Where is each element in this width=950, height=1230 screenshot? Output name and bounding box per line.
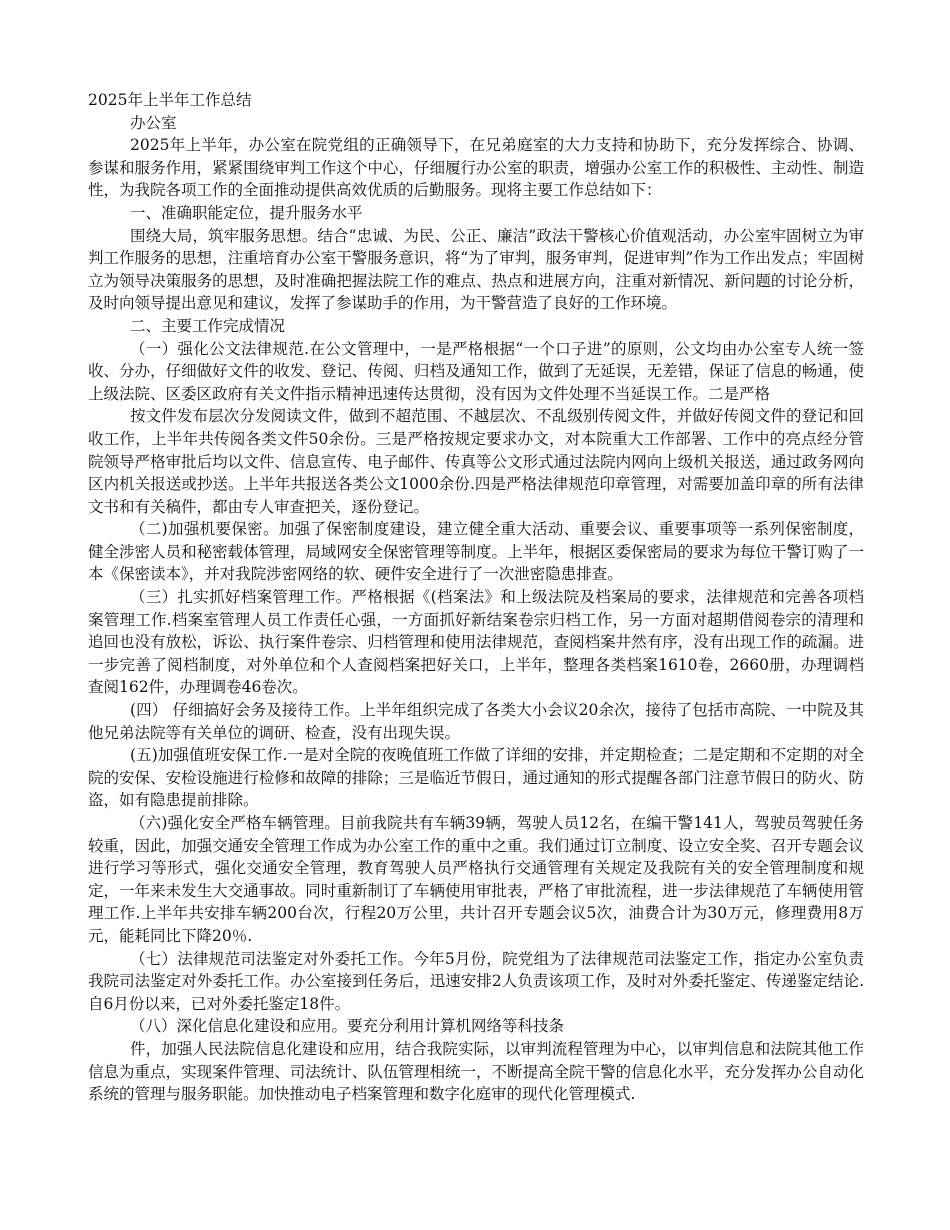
document-title: 2025年上半年工作总结 — [88, 91, 252, 109]
paragraph-item-8: （八）深化信息化建设和应用。要充分利用计算机网络等科技条 — [130, 1017, 565, 1036]
paragraph-intro: 2025年上半年，办公室在院党组的正确领导下，在兄弟庭室的大力支持和协助下，充分发挥综合、协调、参谋和服务作用，紧紧围绕审判工作这个中心，仔细履行办公室的职责，增强办公室工作的积极性、主动性、制造性，为我院各项工作的全面推动提供高效优质的后勤服务。现将主要工作总结如下： — [88, 136, 864, 200]
section-heading-1: 一、准确职能定位，提升服务水平 — [130, 203, 363, 222]
paragraph-item-7: （七）法律规范司法鉴定对外委托工作。今年5月份，院党组为了法律规范司法鉴定工作，指定办公室负责我院司法鉴定对外委托工作。办公室接到任务后，迅速安排2人负责该项工作，及时对外委托鉴定、传递鉴定结论.自6月份以来，已对外委托鉴定18件。 — [88, 949, 864, 1013]
paragraph-item-8-continued: 件，加强人民法院信息化建设和应用，结合我院实际，以审判流程管理为中心，以审判信息和法院其他工作信息为重点，实现案件管理、司法统计、队伍管理相统一，不断提高全院干警的信息化水平，充分发挥办公自动化系统的管理与服务职能。加快推动电子档案管理和数字化庭审的现代化管理模式. — [88, 1039, 864, 1104]
department-name: 办公室 — [130, 113, 177, 132]
paragraph-item-2: （二)加强机要保密。加强了保密制度建设，建立健全重大活动、重要会议、重要事项等一系列保密制度，健全涉密人员和秘密载体管理，局域网安全保密管理等制度。上半年，根据区委保密局的要求为每位干警订购了一本《保密读本》，并对我院涉密网络的软、硬件安全进行了一次泄密隐患排查。 — [88, 520, 864, 584]
paragraph-item-4: (四） 仔细搞好会务及接待工作。上半年组织完成了各类大小会议20余次，接待了包括市高院、一中院及其他兄弟法院等有关单位的调研、检查，没有出现失误。 — [88, 701, 864, 742]
paragraph-item-5: (五)加强值班安保工作.一是对全院的夜晚值班工作做了详细的安排，并定期检查；二是定期和不定期的对全院的安保、安检设施进行检修和故障的排除；三是临近节假日，通过通知的形式提醒各部门注意节假日的防火、防盗，如有隐患提前排除。 — [88, 746, 864, 810]
document-page — [88, 89, 864, 1106]
paragraph-item-1: （一）强化公文法律规范.在公文管理中，一是严格根据“一个口子进”的原则，公文均由办公室专人统一签收、分办，仔细做好文件的收发、登记、传阅、归档及通知工作，做到了无延误，无差错，保证了信息的畅通，使上级法院、区委区政府有关文件指示精神迅速传达贯彻，没有因为文件处理不当延误工作。二是严格 — [88, 339, 864, 403]
paragraph-item-6: （六)强化安全严格车辆管理。目前我院共有车辆39辆，驾驶人员12名，在编干警141人，驾驶员驾驶任务较重，因此，加强交通安全管理工作成为办公室工作的重中之重。我们通过订立制度、设立安全奖、召开专题会议进行学习等形式，强化交通安全管理，教育驾驶人员严格执行交通管理有关规定及我院有关的安全管理制度和规定，一年来未发生大交通事故。同时重新制订了车辆使用审批表，严格了审批流程，进一步法律规范了车辆使用管理工作.上半年共安排车辆200台次，行程20万公里，共计召开专题会议5次，油费合计为30万元，修理费用8万元，能耗同比下降20％. — [88, 814, 864, 945]
paragraph-item-1-continued: 按文件发布层次分发阅读文件，做到不超范围、不越层次、不乱级别传阅文件，并做好传阅文件的登记和回收工作，上半年共传阅各类文件50余份。三是严格按规定要求办文，对本院重大工作部署、工作中的亮点经分管院领导严格审批后均以文件、信息宣传、电子邮件、传真等公文形式通过法院内网向上级机关报送，通过政务网向区内机关报送或抄送。上半年共报送各类公文1000余份.四是严格法律规范印章管理，对需要加盖印章的所有法律文书和有关稿件，都由专人审查把关，逐份登记。 — [88, 407, 864, 516]
paragraph-item-3: （三）扎实抓好档案管理工作。严格根据《(档案法》和上级法院及档案局的要求，法律规范和完善各项档案管理工作.档案室管理人员工作责任心强，一方面抓好新结案卷宗归档工作，另一方面对超期借阅卷宗的清理和追回也没有放松，诉讼、执行案件卷宗、归档管理和使用法律规范，查阅档案井然有序，没有出现工作的疏漏。进一步完善了阅档制度，对外单位和个人查阅档案把好关口，上半年，整理各类档案1610卷，2660册，办理调档查阅162件，办理调卷46卷次。 — [88, 588, 864, 697]
section-heading-2: 二、主要工作完成情况 — [130, 316, 286, 335]
paragraph-service: 围绕大局，筑牢服务思想。结合“忠诚、为民、公正、廉洁”政法干警核心价值观活动，办公室牢固树立为审判工作服务的思想，注重培育办公室干警服务意识，将“为了审判，服务审判，促进审判”作为工作出发点；牢固树立为领导决策服务的思想，及时准确把握法院工作的难点、热点和进展方向，注重对新情况、新问题的讨论分析，及时向领导提出意见和建议，发挥了参谋助手的作用，为干警营造了良好的工作环境。 — [88, 226, 864, 313]
